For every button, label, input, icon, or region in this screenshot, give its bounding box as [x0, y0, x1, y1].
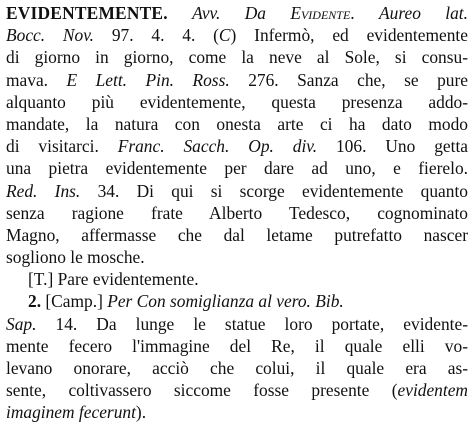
- text-run: una pietra evidentemente per dare ad uno, e fierelo.: [6, 158, 468, 179]
- text-run: 14. Da lunge le statue loro portate, evidente-: [36, 313, 468, 334]
- citation-source: Sap.: [6, 313, 37, 334]
- citation-source: Red. Ins.: [6, 180, 81, 201]
- text-run: [Camp.]: [41, 291, 108, 312]
- entry-line: [6, 313, 468, 335]
- headword: EVIDENTEMENTE.: [6, 3, 168, 23]
- entry-line: [6, 180, 468, 202]
- text-run: 34. Di qui si scorge evidentemente quanto: [80, 180, 468, 201]
- text-run: 106. Uno getta: [317, 136, 468, 157]
- text-run: di giorno in giorno, come la neve al Sole, si consu-: [6, 47, 468, 68]
- entry-line: [6, 202, 468, 224]
- entry-line: [6, 91, 468, 113]
- entry-line: [6, 224, 468, 246]
- entry-line: [6, 113, 468, 135]
- dictionary-entry: [6, 2, 468, 424]
- text-run: 97. 4. 4. (: [94, 25, 219, 46]
- text-run: 276. Sanza che, se pure: [229, 69, 468, 90]
- etymology-note: Aureo lat.: [379, 3, 468, 23]
- entry-line: [6, 46, 468, 68]
- text-run: [T.] Pare evidentemente.: [28, 269, 199, 290]
- sense-number: 2.: [28, 291, 42, 312]
- text-run: [168, 3, 192, 23]
- entry-line: [6, 24, 468, 46]
- entry-line: [6, 69, 468, 91]
- citation-mark: C: [218, 25, 231, 46]
- entry-line: [6, 2, 468, 24]
- text-run: di visitarci.: [6, 136, 118, 157]
- text-run: [266, 3, 290, 23]
- entry-line: [6, 268, 468, 290]
- text-run: alquanto più evidentemente, questa presenza addo-: [6, 91, 468, 112]
- entry-line: [6, 335, 468, 357]
- text-run: sente, coltivassero siccome fosse presente (: [6, 380, 398, 401]
- entry-line: [6, 357, 468, 379]
- latin-quote: evidentem: [397, 380, 468, 401]
- text-run: .: [350, 3, 380, 23]
- entry-line: [6, 157, 468, 179]
- text-run: mava.: [6, 69, 67, 90]
- text-run: ) Infermò, ed evidentemente: [230, 25, 468, 46]
- text-run: ).: [135, 402, 147, 423]
- grammar-label: Avv. Da: [192, 3, 266, 23]
- entry-line: [6, 379, 468, 401]
- citation-source: Bocc. Nov.: [6, 25, 94, 46]
- entry-line: [6, 135, 468, 157]
- entry-line: [6, 246, 468, 268]
- text-run: sogliono le mosche.: [6, 247, 145, 268]
- text-run: Magno, affermasse che dal letame putrefatto nascer: [6, 224, 468, 245]
- text-run: mandate, la natura con onesta arte ci ha dato modo: [6, 113, 468, 134]
- entry-line: [6, 290, 468, 312]
- citation-source: E Lett. Pin. Ross.: [66, 69, 230, 90]
- text-run: mente fecero l'immagine del Re, il quale elli vo-: [6, 335, 468, 356]
- cross-reference: Evidente: [290, 3, 351, 23]
- sense-definition: Per Con somiglianza al vero. Bib.: [107, 291, 344, 312]
- citation-source: Franc. Sacch. Op. div.: [117, 136, 318, 157]
- latin-quote: imaginem fecerunt: [6, 402, 136, 423]
- text-run: senza ragione frate Alberto Tedesco, cognominato: [6, 202, 468, 223]
- text-run: levano onorare, acciò che colui, il quale era as-: [6, 358, 468, 378]
